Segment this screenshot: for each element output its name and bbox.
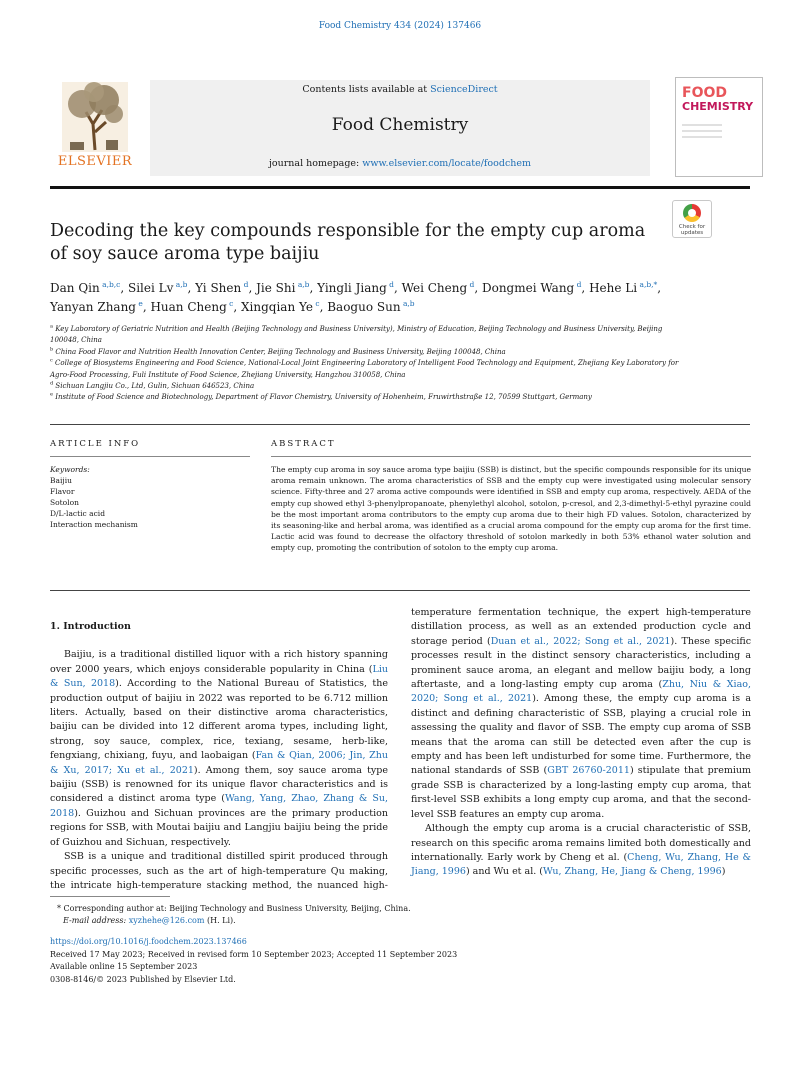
author-affiliation-marker[interactable]: a,b,c [99,280,121,289]
keywords-list [50,475,250,530]
abstract-text: The empty cup aroma in soy sauce aroma type baijiu (SSB) is distinct, but the specific compounds responsible for its unique aroma remain unknown. The aroma characteristics of SSB and the empty cup were investigated using molecular sensory science. Fifty-three and 27 aroma active compounds were identified in SSB and empty cup aroma, respectively. AEDA of the empty cup showed ethyl 3-phenylpropanoate, phenylethyl alcohol, sotolon, p-cresol, and 2,3-dimethyl-5-ethyl pyrazine could be the most important aroma contributors to the empty cup aroma due to their high FD values. Sotolon, characterized by its seasoning-like and herbal aroma, was identified as a crucial aroma compound for the empty cup aroma for the first time. Lactic acid was found to decrease the olfactory threshold of sotolon markedly in both 53% ethanol water solution and empty cup, promoting the contribution of sotolon to the empty cup aroma. [271,465,751,553]
author-name[interactable]: Yanyan Zhang $^e$ [50,299,143,314]
email-label: E-mail address: [63,916,129,925]
affiliation-marker: e [50,392,53,399]
header-divider [50,186,750,189]
email-link[interactable]: xyzhehe@126.com [128,916,205,925]
affiliation-text: Institute of Food Science and Biotechnology, Department of Flavor Chemistry, University of Hohenheim, Fruwirthstraße 12, 70599 Stuttgart, Germany [52,393,592,402]
paragraph-text: Baijiu, is a traditional distilled liquor with a rich history spanning over 2000 years, which enjoys considerable popularity in China ( [50,649,388,675]
cover-title [682,86,753,114]
affiliation-text: Key Laboratory of Geriatric Nutrition and Health (Beijing Technology and Business University), Ministry of Education, Beijing Technology and Business University, Beijing 100048, China [50,325,663,345]
check-for-updates-button[interactable] [672,200,712,238]
author-affiliation-marker[interactable]: a,b [295,280,310,289]
author-name[interactable]: Yi Shen $^d$ [195,280,249,295]
affiliations [50,324,690,404]
tree-icon [62,82,128,152]
affiliation-marker: a [50,323,53,330]
author-name[interactable]: Hehe Li $^{a,b,*}$ [589,280,658,295]
abstract-heading: ABSTRACT [271,439,336,449]
citation-link[interactable]: Wang, Yang, Zhao, Zhang & Su, 2018 [50,793,388,819]
citation-link[interactable]: Cheng, Wu, Zhang, He & Jiang, 1996 [411,851,752,878]
author-affiliation-marker[interactable]: c [313,299,320,308]
body-column-left [50,620,388,893]
author-name[interactable]: Wei Cheng $^d$ [401,280,475,295]
footnote [57,903,657,927]
homepage-prefix: journal homepage: [268,158,363,169]
check-updates-icon [683,204,701,222]
cover-title-chemistry: CHEMISTRY [682,100,754,113]
author-list: Dan Qin $^{a,b,c}$, Silei Lv $^{a,b}$, Yi Shen $^d$, Jie Shi $^{a,b}$, Yingli Jiang $^d$, Wei Cheng $^d$, Dongmei Wang $^d$, Hehe Li $^{a,b,*}$, Yanyan Zhang $^e$, Huan Cheng $^c$, Xingqian Ye $^c$, Baoguo Sun $^{a,b}$ [50,280,662,314]
affiliation-marker: b [50,346,54,353]
affiliation-item [50,392,690,403]
elsevier-logo[interactable] [50,80,140,176]
affiliation-marker: c [50,357,53,364]
article-info-heading: ARTICLE INFO [50,439,141,449]
paragraph-text: ). Among them, soy sauce aroma type baijiu (SSB) is renowned for its unique flavor characteristics and is considered a distinct aroma type ( [50,764,389,805]
affiliation-text: China Food Flavor and Nutrition Health Innovation Center, Beijing Technology and Business University, Beijing 100048, China [53,347,506,356]
author-affiliation-marker[interactable]: c [226,299,234,308]
masthead [50,80,754,180]
info-divider [50,424,750,425]
keyword-item: D/L-lactic acid [50,509,105,518]
corresponding-text: Corresponding author at: Beijing Technology and Business University, Beijing, China. [63,904,411,913]
author-affiliation-marker[interactable]: d [467,280,475,289]
paragraph-text: SSB is a unique and traditional distilled spirit produced through specific processes, such as the art of high-temperature Qu making, the intricate high-temperature stacking method, the nuanced high- [50,851,388,891]
online-date: Available online 15 September 2023 [50,962,198,971]
author-name[interactable]: Dongmei Wang $^d$ [481,280,582,295]
paragraph-text: ). These specific processes result in the distinct sensory characteristics, including a prominent sauce aroma, an elegant and mellow baijiu body, a long aftertaste, and a long-lasting empty cup aroma ( [411,635,752,691]
abstract-bottom-divider [50,590,750,591]
intro-paragraph-3 [411,822,751,880]
author-affiliation-marker[interactable]: a,b,* [637,280,658,289]
keywords-label: Keywords: [50,465,90,474]
cover-decoration [682,124,722,142]
paragraph-text: ) stipulate that premium grade SSB is characterized by a long-lasting empty cup aroma, that first-level SSB exhibits a long empty cup aroma, and that the second-level SSB features an empty cup aroma. [411,765,751,820]
email-suffix: (H. Li). [204,916,236,925]
journal-cover-thumbnail[interactable] [675,77,763,177]
paragraph-text: ) and Wu et al. ( [465,866,543,878]
sciencedirect-link[interactable]: ScienceDirect [430,84,498,95]
author-name[interactable]: Xingqian Ye $^c$ [241,299,320,314]
contents-line [150,84,650,95]
affiliation-item [50,358,690,381]
affiliation-item [50,381,690,392]
footnote-rule [50,896,170,897]
cover-title-food: FOOD [682,85,727,101]
author-affiliation-marker[interactable]: d [241,280,249,289]
body-column-right [411,606,751,880]
copyright: 0308-8146/© 2023 Published by Elsevier Ltd. [50,974,236,984]
affiliation-text: College of Biosystems Engineering and Food Science, National-Local Joint Engineering Laboratory of Intelligent Food Technology and Equipment, Zhejiang Key Laboratory for Agro-Food Processing, Fuli Institute of Food Science, Zhejiang University, Hangzhou 310058, China [50,359,679,379]
paragraph-text: ). Among these, the empty cup aroma is a distinct and defining characteristic of SSB, playing a crucial role in assessing the quality and flavor of SSB. The empty cup aroma of SSB means that the aroma can still be detected even after the cup is empty and has been left undisturbed for some time. Furthermore, the national standards of SSB ( [411,693,751,777]
keyword-item: Flavor [50,487,75,496]
section-heading-introduction: 1. Introduction [50,621,131,632]
author-affiliation-marker[interactable]: d [574,280,582,289]
keywords-rule [50,456,250,457]
citation-link[interactable]: Fan & Qian, 2006; Jin, Zhu & Xu, 2017; Xu et al., 2021 [50,750,388,776]
journal-title: Food Chemistry [331,115,469,135]
author-affiliation-marker[interactable]: e [135,299,143,308]
doi-link[interactable]: https://doi.org/10.1016/j.foodchem.2023.137466 [50,937,247,946]
affiliation-marker: d [50,380,54,387]
citation-link[interactable]: Wu, Zhang, He, Jiang & Cheng, 1996 [542,866,722,878]
citation-link[interactable]: Duan et al., 2022; Song et al., 2021 [490,635,671,647]
paragraph-text: Although the empty cup aroma is a crucial characteristic of SSB, research on this specific aroma remains limited both domestically and internationally. Early work by Cheng et al. ( [411,823,751,863]
author-name[interactable]: Yingli Jiang $^d$ [317,280,394,295]
corresponding-author-note: * Corresponding author at: Beijing Technology and Business University, Beijing, China. [57,904,411,913]
keyword-item: Sotolon [50,498,79,507]
journal-homepage-link[interactable]: www.elsevier.com/locate/foodchem [362,158,532,169]
article-title: Decoding the key compounds responsible for the empty cup aroma of soy sauce aroma type baijiu [50,221,646,264]
publication-info [50,936,650,986]
keyword-item: Interaction mechanism [50,520,138,529]
author-name[interactable]: Silei Lv $^{a,b}$ [128,280,188,295]
keyword-item: Baijiu [50,476,72,485]
intro-paragraph-1 [50,648,388,850]
author-name[interactable]: Jie Shi $^{a,b}$ [256,280,310,295]
contents-prefix: Contents lists available at [302,84,431,95]
author-name[interactable]: Huan Cheng $^c$ [150,299,234,314]
author-name[interactable]: Baoguo Sun $^{a,b}$ [327,299,415,314]
check-updates-label: Check for updates [678,224,706,236]
affiliation-item [50,347,690,358]
citation-link[interactable]: Zhu, Niu & Xiao, 2020; Song et al., 2021 [411,679,751,705]
masthead-banner [150,80,650,176]
homepage-line [150,158,650,169]
citation-link[interactable]: Liu & Sun, 2018 [50,663,388,690]
paragraph-text: ). According to the National Bureau of Statistics, the production output of baijiu in 2022 was reported to be 6.712 million liters. Actually, based on their distinctive aroma characteristics, baijiu can be divided into 12 different aroma types, including light, strong, soy sauce, complex, rice, texiang, sesame, herb-like, fengxiang, chixiang, fuyu, and laobaigan ( [50,678,388,762]
citation-link[interactable]: GBT 26760-2011 [547,765,630,777]
author-affiliation-marker[interactable]: a,b [173,280,188,289]
affiliation-text: Sichuan Langjiu Co., Ltd, Gulin, Sichuan 646523, China [53,382,255,391]
publisher-name: ELSEVIER [57,154,133,169]
affiliation-item [50,324,690,347]
paragraph-text: ) [721,866,726,878]
received-dates: Received 17 May 2023; Received in revised form 10 September 2023; Accepted 11 September 2023 [50,949,458,959]
paragraph-text: ). Guizhou and Sichuan provinces are the primary production regions for SSB, with Moutai baijiu and Langjiu baijiu being the pride of Guizhou and Sichuan, respectively. [50,807,388,848]
abstract-rule [271,456,751,457]
author-affiliation-marker[interactable]: a,b [400,299,415,308]
journal-reference[interactable]: Food Chemistry 434 (2024) 137466 [318,21,482,31]
email-line [57,915,657,927]
intro-paragraph-2-continued [411,606,751,822]
author-name[interactable]: Dan Qin $^{a,b,c}$ [50,280,121,295]
author-affiliation-marker[interactable]: d [386,280,394,289]
intro-paragraph-2 [50,850,388,893]
keywords-block [50,464,250,530]
paragraph-text: temperature fermentation technique, the expert high-temperature distillation process, as well as an extended production cycle and storage period ( [411,607,751,647]
